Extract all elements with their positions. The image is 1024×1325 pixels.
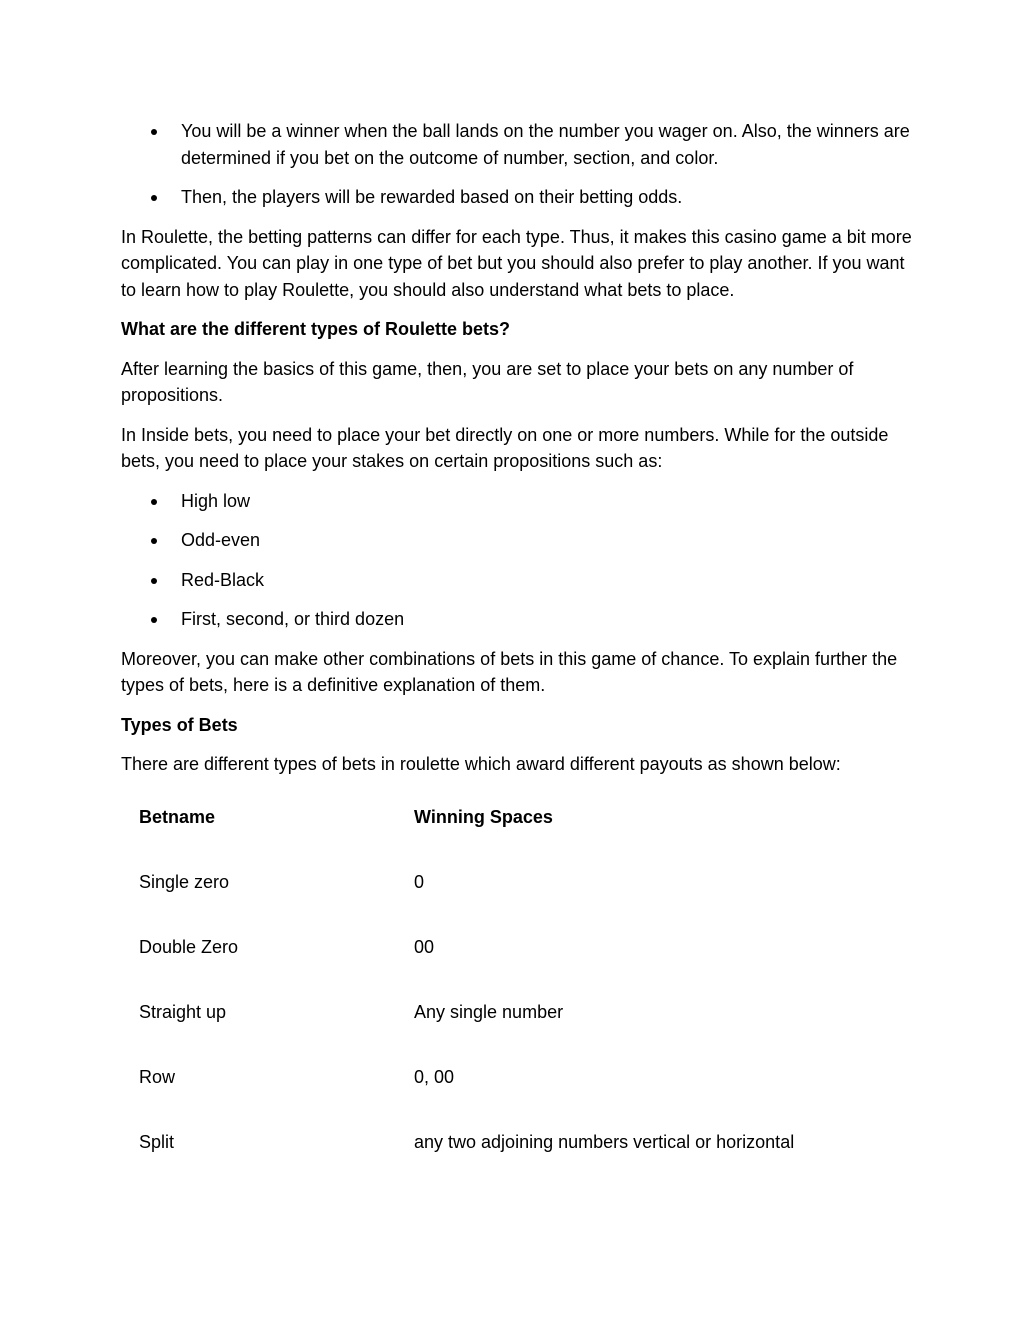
bullet-icon (151, 129, 157, 135)
heading-types-question: What are the different types of Roulette bets? (121, 319, 511, 339)
bets-table (139, 804, 794, 1194)
document-page (121, 118, 921, 1194)
table-row (139, 934, 794, 999)
list-item-text: Odd-even (181, 530, 261, 550)
cell-winning-spaces: 0, 00 (414, 1066, 455, 1087)
paragraph-betting-patterns: In Roulette, the betting patterns can differ for each type. Thus, it makes this casino game a bit more complicated. You can play in one type of bet but you should also prefer to play another. If you want to learn how to play Roulette, you should also understand what bets to place. (121, 226, 912, 300)
list-item-text: High low (181, 490, 251, 511)
table-row (139, 1129, 794, 1194)
cell-betname: Double Zero (139, 936, 239, 957)
bullet-icon (151, 578, 157, 584)
cell-betname: Single zero (139, 871, 230, 892)
header-betname: Betname (139, 806, 216, 827)
list-item (121, 606, 921, 633)
list-item-text: Red-Black (181, 569, 265, 590)
cell-betname: Straight up (139, 1001, 227, 1022)
bullet-icon (151, 617, 157, 623)
list-item (121, 488, 921, 515)
cell-winning-spaces: 00 (414, 936, 435, 957)
list-item (121, 567, 921, 594)
paragraph-inside-bets: In Inside bets, you need to place your bet directly on one or more numbers. While for the outside bets, you need to place your stakes on certain propositions such as: (121, 424, 889, 471)
bullet-icon (151, 195, 157, 201)
list-item-text: Then, the players will be rewarded based on their betting odds. (181, 187, 683, 207)
bullet-icon (151, 499, 157, 505)
bullet-icon (151, 538, 157, 544)
table-row (139, 999, 794, 1064)
list-item (121, 118, 921, 171)
paragraph-after-basics: After learning the basics of this game, then, you are set to place your bets on any number of propositions. (121, 358, 854, 405)
intro-bullet-list (121, 118, 921, 211)
paragraph-moreover: Moreover, you can make other combinations of bets in this game of chance. To explain further the types of bets, here is a definitive explanation of them. (121, 648, 898, 695)
header-winning-spaces: Winning Spaces (414, 806, 553, 827)
heading-types-of-bets: Types of Bets (121, 714, 238, 735)
list-item-text: You will be a winner when the ball lands on the number you wager on. Also, the winners are determined if you bet on the outcome of number, section, and color. (181, 121, 910, 168)
cell-betname: Split (139, 1131, 175, 1152)
table-row (139, 869, 794, 934)
table-row (139, 1064, 794, 1129)
cell-winning-spaces: Any single number (414, 1001, 564, 1022)
cell-winning-spaces: 0 (414, 871, 425, 892)
cell-winning-spaces: any two adjoining numbers vertical or horizontal (414, 1131, 795, 1152)
list-item-text: First, second, or third dozen (181, 609, 405, 629)
cell-betname: Row (139, 1066, 176, 1087)
paragraph-payouts: There are different types of bets in roulette which award different payouts as shown below: (121, 754, 841, 774)
proposition-bullet-list (121, 488, 921, 633)
list-item (121, 527, 921, 554)
list-item (121, 184, 921, 211)
table-header-row (139, 804, 794, 869)
